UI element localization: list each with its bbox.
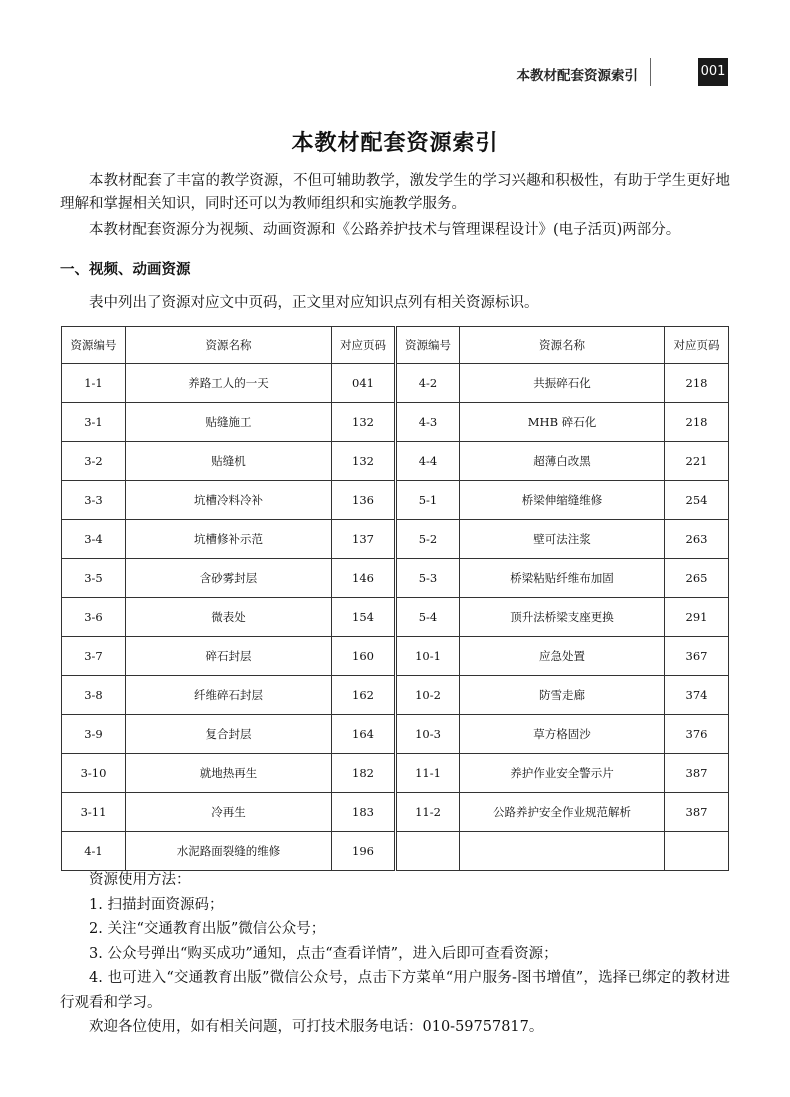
table-row bbox=[62, 793, 729, 832]
section-heading: 一、视频、动画资源 bbox=[60, 262, 191, 278]
table-row bbox=[62, 520, 729, 559]
cell-name: 冷再生 bbox=[126, 793, 332, 832]
usage-step: 1. 扫描封面资源码； bbox=[89, 896, 224, 913]
cell-page: 376 bbox=[665, 715, 729, 754]
cell-id: 3-7 bbox=[62, 637, 126, 676]
table-row bbox=[62, 832, 729, 871]
cell-name: 纤维碎石封层 bbox=[126, 676, 332, 715]
cell-id: 11-2 bbox=[396, 793, 460, 832]
cell-name: 壁可法注浆 bbox=[460, 520, 665, 559]
cell-name: 桥梁粘贴纤维布加固 bbox=[460, 559, 665, 598]
usage-section bbox=[60, 868, 730, 1040]
cell-page: 218 bbox=[665, 403, 729, 442]
cell-name: 坑槽冷料冷补 bbox=[126, 481, 332, 520]
cell-page: 387 bbox=[665, 793, 729, 832]
cell-page: 218 bbox=[665, 364, 729, 403]
cell-name: 草方格固沙 bbox=[460, 715, 665, 754]
cell-page: 162 bbox=[332, 676, 396, 715]
cell-name: 微表处 bbox=[126, 598, 332, 637]
cell-id: 3-3 bbox=[62, 481, 126, 520]
cell-page: 137 bbox=[332, 520, 396, 559]
table-row bbox=[62, 403, 729, 442]
cell-page: 136 bbox=[332, 481, 396, 520]
table-header-row bbox=[62, 327, 729, 364]
cell-page: 154 bbox=[332, 598, 396, 637]
cell-page: 196 bbox=[332, 832, 396, 871]
cell-name: 贴缝施工 bbox=[126, 403, 332, 442]
cell-name: 养护作业安全警示片 bbox=[460, 754, 665, 793]
table-row bbox=[62, 754, 729, 793]
cell-id: 10-1 bbox=[396, 637, 460, 676]
header-title: 本教材配套资源索引 bbox=[516, 68, 638, 84]
header-divider bbox=[650, 58, 651, 86]
cell-id: 5-1 bbox=[396, 481, 460, 520]
table-row bbox=[62, 637, 729, 676]
table-row bbox=[62, 481, 729, 520]
cell-id: 4-2 bbox=[396, 364, 460, 403]
cell-id: 3-2 bbox=[62, 442, 126, 481]
table-row bbox=[62, 442, 729, 481]
usage-step: 3. 公众号弹出“购买成功”通知，点击“查看详情”，进入后即可查看资源； bbox=[89, 945, 558, 962]
header-cell-id: 资源编号 bbox=[62, 327, 126, 364]
cell-id: 11-1 bbox=[396, 754, 460, 793]
cell-page: 367 bbox=[665, 637, 729, 676]
cell-page bbox=[665, 832, 729, 871]
cell-page: 182 bbox=[332, 754, 396, 793]
usage-footer: 欢迎各位使用，如有相关问题，可打技术服务电话：010-59757817。 bbox=[89, 1019, 544, 1035]
cell-page: 291 bbox=[665, 598, 729, 637]
page-title: 本教材配套资源索引 bbox=[291, 131, 499, 156]
cell-page: 265 bbox=[665, 559, 729, 598]
cell-id: 4-4 bbox=[396, 442, 460, 481]
cell-id: 1-1 bbox=[62, 364, 126, 403]
cell-page: 146 bbox=[332, 559, 396, 598]
cell-page: 132 bbox=[332, 403, 396, 442]
cell-page: 132 bbox=[332, 442, 396, 481]
header-cell-id: 资源编号 bbox=[396, 327, 460, 364]
cell-id: 3-6 bbox=[62, 598, 126, 637]
header-cell-page: 对应页码 bbox=[332, 327, 396, 364]
cell-id: 3-5 bbox=[62, 559, 126, 598]
cell-name: 贴缝机 bbox=[126, 442, 332, 481]
cell-id bbox=[396, 832, 460, 871]
table-row bbox=[62, 676, 729, 715]
cell-name: 顶升法桥梁支座更换 bbox=[460, 598, 665, 637]
header-cell-name: 资源名称 bbox=[126, 327, 332, 364]
cell-name: 含砂雾封层 bbox=[126, 559, 332, 598]
intro-paragraph-1: 本教材配套了丰富的教学资源，不但可辅助教学，激发学生的学习兴趣和积极性，有助于学生更好地理解和掌握相关知识，同时还可以为教师组织和实施教学服务。 bbox=[60, 173, 730, 212]
resource-table bbox=[61, 326, 729, 871]
cell-id: 5-4 bbox=[396, 598, 460, 637]
usage-step: 4. 也可进入“交通教育出版”微信公众号，点击下方菜单“用户服务-图书增值”，选择已绑定的教材进行观看和学习。 bbox=[60, 970, 730, 1011]
cell-name: 复合封层 bbox=[126, 715, 332, 754]
cell-page: 041 bbox=[332, 364, 396, 403]
cell-name: 养路工人的一天 bbox=[126, 364, 332, 403]
table-body bbox=[62, 364, 729, 871]
cell-name bbox=[460, 832, 665, 871]
cell-name: 防雪走廊 bbox=[460, 676, 665, 715]
cell-id: 5-2 bbox=[396, 520, 460, 559]
cell-name: MHB 碎石化 bbox=[460, 403, 665, 442]
header-cell-name: 资源名称 bbox=[460, 327, 665, 364]
cell-page: 221 bbox=[665, 442, 729, 481]
cell-page: 374 bbox=[665, 676, 729, 715]
cell-id: 5-3 bbox=[396, 559, 460, 598]
cell-page: 183 bbox=[332, 793, 396, 832]
table-row bbox=[62, 559, 729, 598]
table-row bbox=[62, 715, 729, 754]
cell-name: 公路养护安全作业规范解析 bbox=[460, 793, 665, 832]
usage-step: 2. 关注“交通教育出版”微信公众号； bbox=[89, 921, 326, 937]
cell-id: 3-10 bbox=[62, 754, 126, 793]
cell-name: 共振碎石化 bbox=[460, 364, 665, 403]
cell-page: 160 bbox=[332, 637, 396, 676]
cell-name: 桥梁伸缩缝维修 bbox=[460, 481, 665, 520]
cell-id: 10-2 bbox=[396, 676, 460, 715]
cell-name: 水泥路面裂缝的维修 bbox=[126, 832, 332, 871]
page-number: 001 bbox=[698, 58, 728, 86]
cell-id: 3-11 bbox=[62, 793, 126, 832]
cell-id: 4-3 bbox=[396, 403, 460, 442]
cell-page: 387 bbox=[665, 754, 729, 793]
cell-name: 应急处置 bbox=[460, 637, 665, 676]
cell-page: 164 bbox=[332, 715, 396, 754]
intro-paragraph-2: 本教材配套资源分为视频、动画资源和《公路养护技术与管理课程设计》(电子活页)两部分。 bbox=[89, 222, 681, 238]
cell-id: 4-1 bbox=[62, 832, 126, 871]
cell-id: 3-8 bbox=[62, 676, 126, 715]
cell-id: 3-4 bbox=[62, 520, 126, 559]
cell-id: 10-3 bbox=[396, 715, 460, 754]
cell-id: 3-9 bbox=[62, 715, 126, 754]
cell-name: 就地热再生 bbox=[126, 754, 332, 793]
cell-page: 254 bbox=[665, 481, 729, 520]
table-row bbox=[62, 364, 729, 403]
cell-id: 3-1 bbox=[62, 403, 126, 442]
running-header bbox=[0, 58, 790, 88]
cell-name: 超薄白改黑 bbox=[460, 442, 665, 481]
cell-name: 坑槽修补示范 bbox=[126, 520, 332, 559]
cell-page: 263 bbox=[665, 520, 729, 559]
table-row bbox=[62, 598, 729, 637]
table-note: 表中列出了资源对应文中页码，正文里对应知识点列有相关资源标识。 bbox=[89, 295, 539, 311]
cell-name: 碎石封层 bbox=[126, 637, 332, 676]
header-cell-page: 对应页码 bbox=[665, 327, 729, 364]
usage-title: 资源使用方法： bbox=[89, 872, 191, 888]
